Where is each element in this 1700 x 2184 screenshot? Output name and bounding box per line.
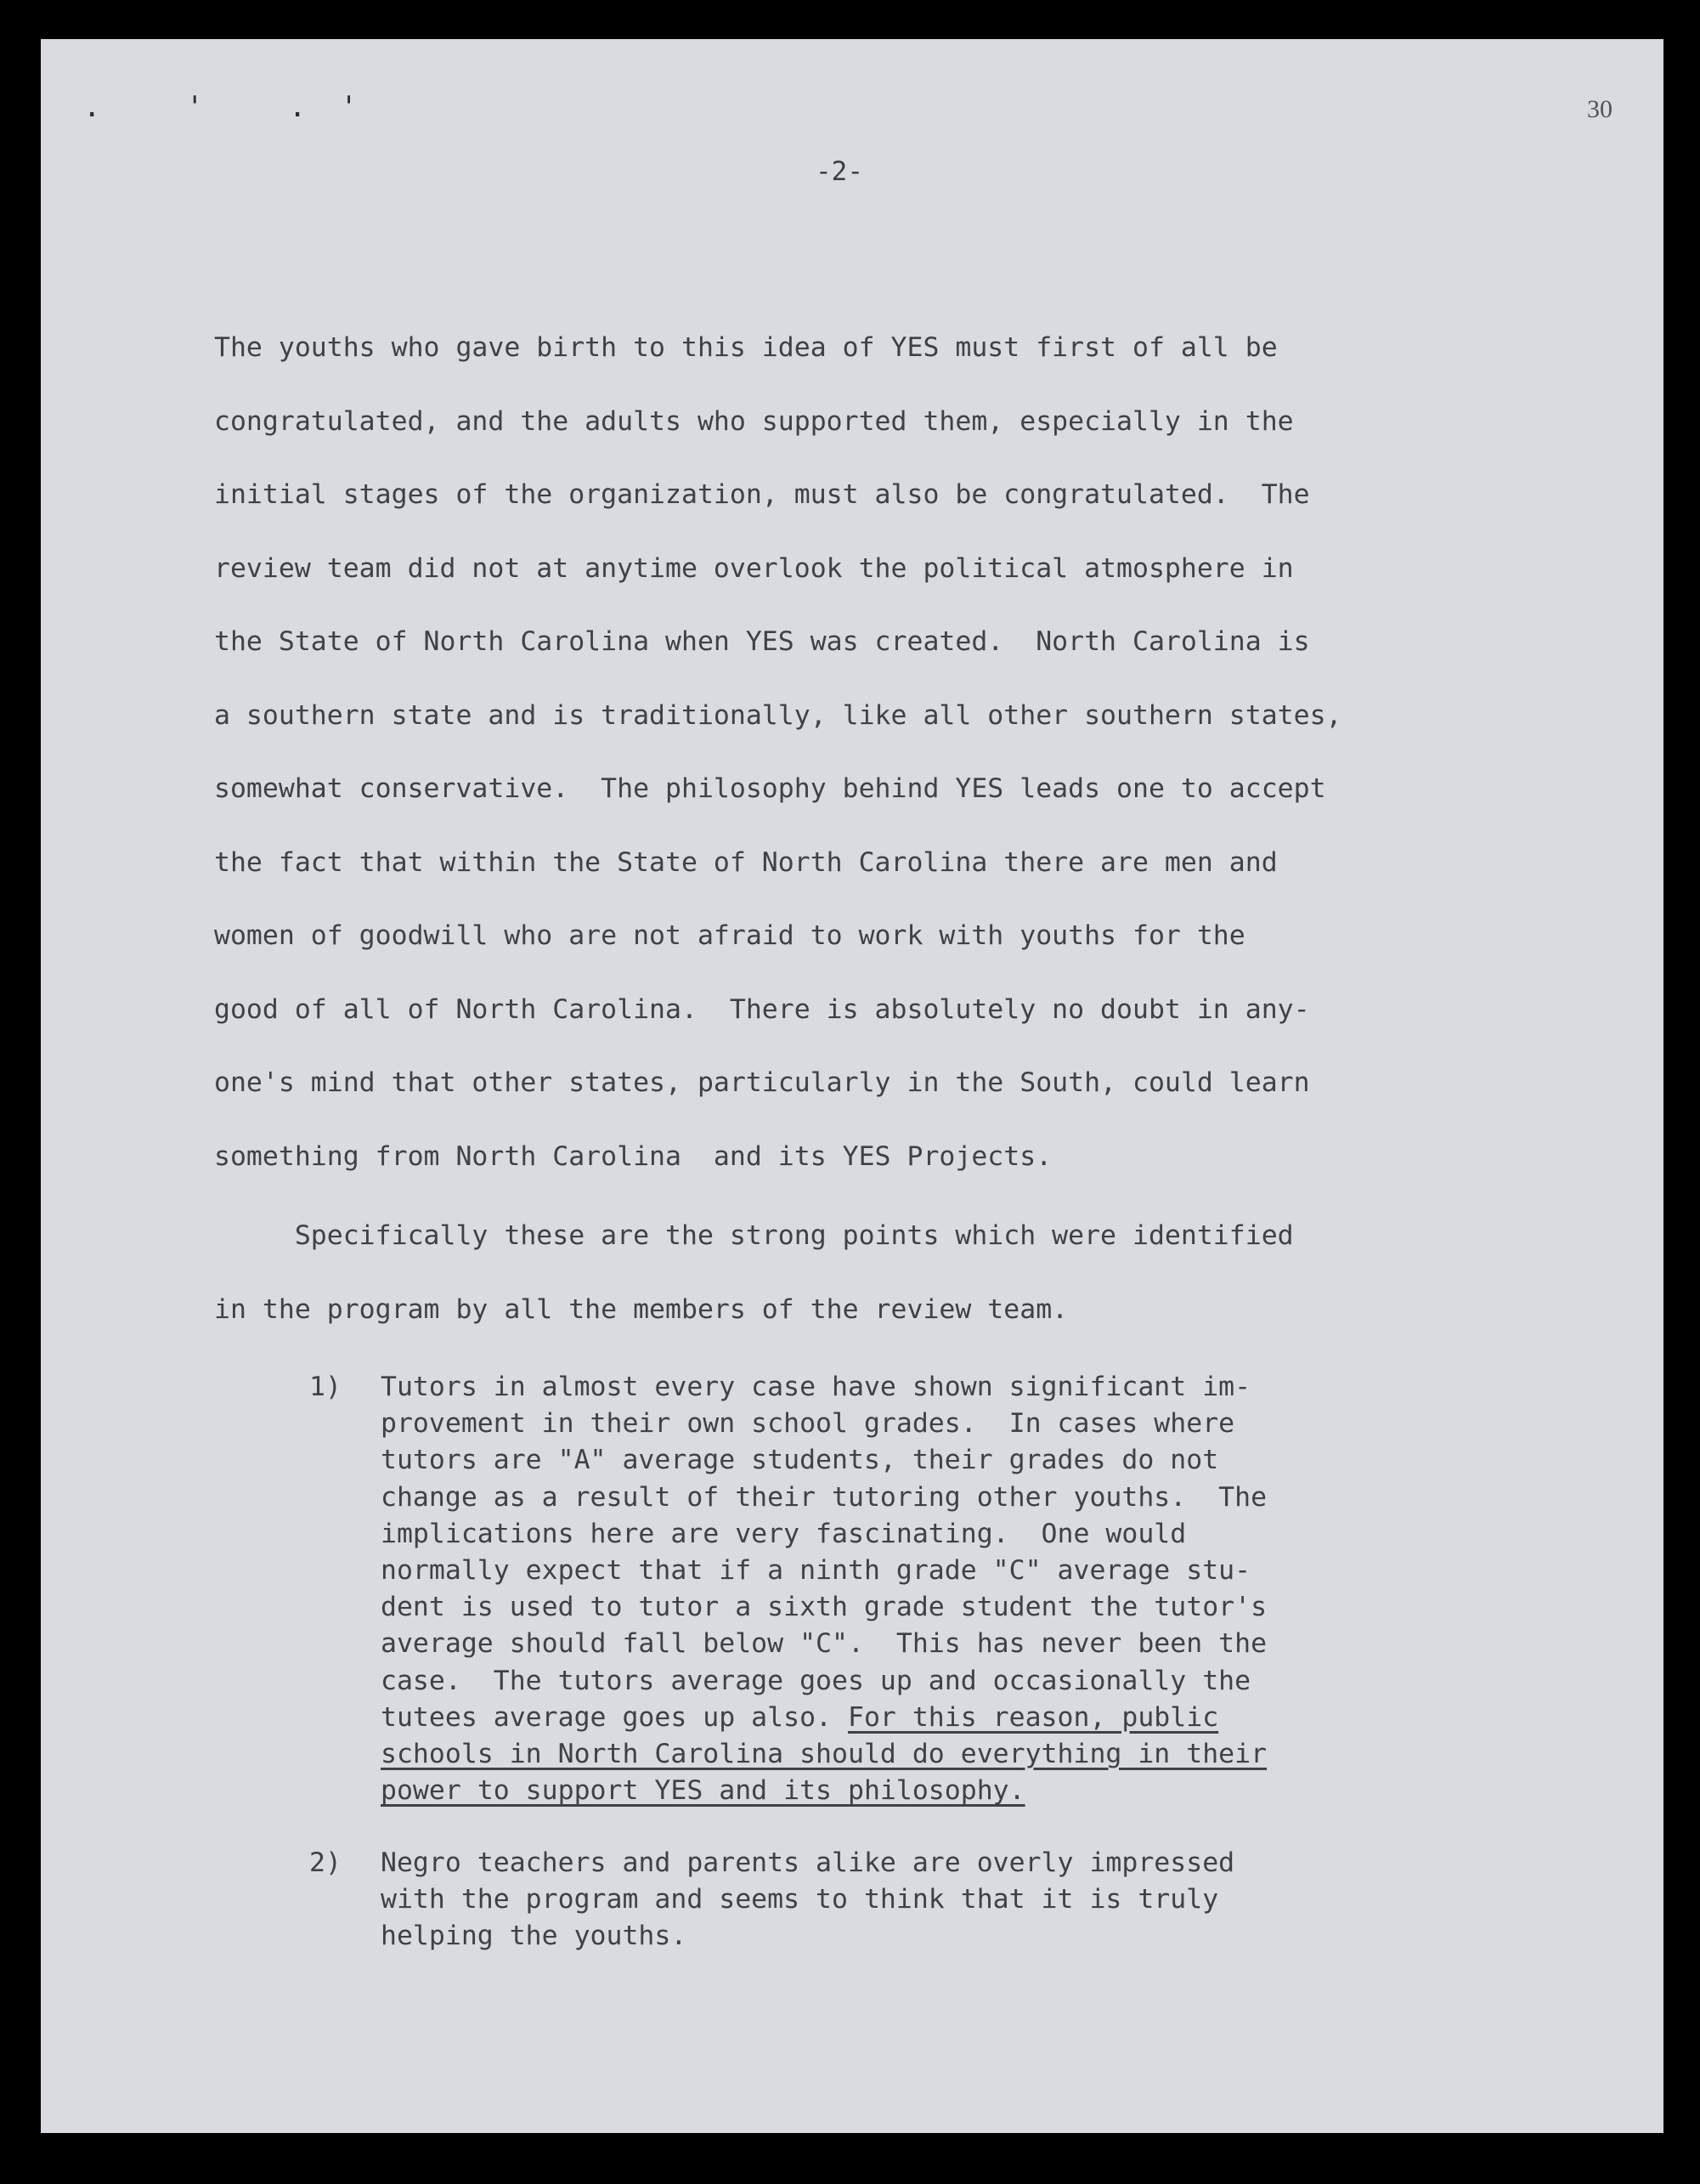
paragraph-line: good of all of North Carolina. There is absolutely no doubt in any-: [214, 993, 1310, 1025]
paragraph-line: Specifically these are the strong points which were identified: [214, 1220, 1294, 1251]
paragraph-line: congratulated, and the adults who supported them, especially in the: [214, 405, 1294, 437]
archive-page-number: 30: [1587, 95, 1612, 123]
intro-paragraph: [214, 311, 1342, 1193]
paragraph-line: review team did not at anytime overlook the political atmosphere in: [214, 552, 1294, 584]
paragraph-line: women of goodwill who are not afraid to work with youths for the: [214, 920, 1245, 951]
stray-marks: . ' .': [83, 90, 392, 124]
page-number: -2-: [816, 156, 863, 187]
paragraph-line: the State of North Carolina when YES was created. North Carolina is: [214, 626, 1310, 657]
document-page: [41, 39, 1663, 2133]
paragraph-line: something from North Carolina and its YES Projects.: [214, 1140, 1053, 1172]
paragraph-line: the fact that within the State of North Carolina there are men and: [214, 846, 1278, 878]
paragraph-line: The youths who gave birth to this idea of YES must first of all be: [214, 332, 1278, 363]
list-lead-paragraph: [214, 1199, 1294, 1346]
underlined-recommendation: For this reason, public schools in North Carolina should do everything in their power to support YES and its philosophy.: [381, 1701, 1268, 1807]
paragraph-line: one's mind that other states, particularly in the South, could learn: [214, 1067, 1310, 1098]
list-item-text: [381, 1369, 1267, 1809]
list-item-body: Tutors in almost every case have shown significant im- provement in their own school grades. In cases where tutors are "A" average students, their grades do not change as a result of their tutoring other youths. The implications here are very fascinating. One would normally expect that if a ninth grade "C" average stu- dent is used to tutor a sixth grade student the tutor's average should fall below "C". This has never been the case. The tutors average goes up and occasionally the tutees average goes up also.: [381, 1372, 1268, 1733]
paragraph-line: a southern state and is traditionally, like all other southern states,: [214, 699, 1342, 731]
list-item-text: Negro teachers and parents alike are overly impressed with the program and seems to think that it is truly helping the youths.: [381, 1847, 1235, 1952]
list-item-number: 1): [309, 1372, 342, 1402]
list-item-number: 2): [309, 1847, 342, 1878]
paragraph-line: initial stages of the organization, must also be congratulated. The: [214, 479, 1310, 510]
paragraph-line: somewhat conservative. The philosophy behind YES leads one to accept: [214, 773, 1326, 804]
paragraph-line: in the program by all the members of the review team.: [214, 1293, 1069, 1325]
